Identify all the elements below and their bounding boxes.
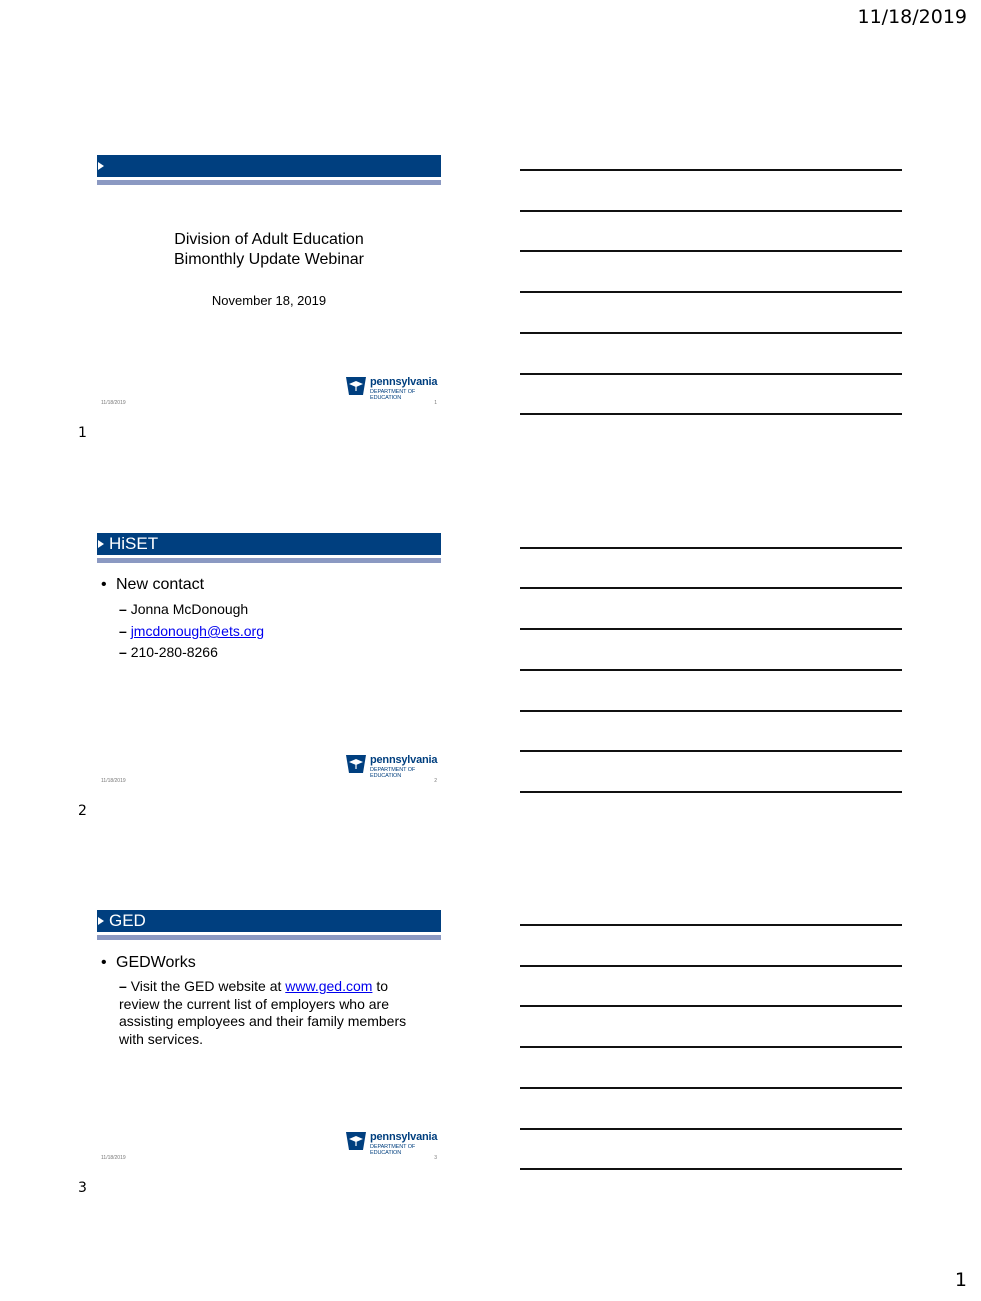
logo-department: DEPARTMENT OF EDUCATION [370,767,416,779]
slide-footer-date: 11/18/2019 [101,778,126,784]
slide-3 [97,910,441,1165]
notes-line [520,291,902,293]
notes-line [520,1046,902,1048]
sub-item: – jmcdonough@ets.org [119,623,264,639]
slide-2 [97,533,441,788]
header-stripe [97,180,441,185]
slide-header [97,155,441,177]
notes-line [520,710,902,712]
keystone-icon [344,753,368,775]
notes-line [520,1128,902,1130]
page-number: 1 [954,1269,967,1291]
page-date: 11/18/2019 [857,6,967,28]
bullet-text: GEDWorks [116,954,196,971]
notes-line [520,587,902,589]
logo-wordmark: pennsylvania [370,754,438,766]
title-line: Division of Adult Education [174,231,364,248]
slide-index: 3 [78,1180,87,1196]
notes-line [520,924,902,926]
arrow-icon [98,162,104,170]
notes-line [520,1005,902,1007]
header-stripe [97,935,441,940]
slide-footer-number: 3 [434,1155,437,1161]
notes-line [520,1168,902,1170]
pa-education-logo [344,753,441,779]
notes-line [520,750,902,752]
notes-line [520,332,902,334]
contact-email-link[interactable]: jmcdonough@ets.org [130,623,264,639]
logo-department: DEPARTMENT OF EDUCATION [370,1144,416,1156]
slide-subtitle: November 18, 2019 [211,293,327,308]
notes-line [520,210,902,212]
notes-line [520,1087,902,1089]
slide-footer-date: 11/18/2019 [101,400,126,406]
notes-line [520,373,902,375]
slide-1 [97,155,441,410]
notes-line [520,965,902,967]
notes-line [520,413,902,415]
keystone-icon [344,1130,368,1152]
header-stripe [97,558,441,563]
title-line: Bimonthly Update Webinar [173,251,365,268]
paragraph-text: Visit the GED website at [130,978,286,994]
arrow-icon [98,540,104,548]
sub-item: – 210-280-8266 [119,644,218,660]
logo-department: DEPARTMENT OF EDUCATION [370,389,416,401]
paragraph-text: to review the current list of employers who are assisting employees and their family members with services. [119,978,407,1047]
sub-paragraph: – Visit the GED website at www.ged.com to review the current list of employers who are assisting employees and their family members with services. [119,978,407,1047]
notes-line [520,669,902,671]
notes-line [520,547,902,549]
ged-website-link[interactable]: www.ged.com [285,978,373,994]
logo-wordmark: pennsylvania [370,376,438,388]
bullet-item: • GEDWorks [101,954,196,971]
notes-line [520,791,902,793]
slide-index: 1 [78,425,87,441]
logo-wordmark: pennsylvania [370,1131,438,1143]
slide-index: 2 [78,803,87,819]
arrow-icon [98,917,104,925]
slide-title: GED [109,911,146,930]
contact-name: Jonna McDonough [130,601,249,617]
slide-footer-number: 2 [434,778,437,784]
pa-education-logo [344,375,441,401]
sub-item: – Jonna McDonough [119,601,249,617]
slide-footer-number: 1 [434,400,437,406]
slide-header [97,533,441,555]
notes-line [520,250,902,252]
slide-footer-date: 11/18/2019 [101,1155,126,1161]
slide-header [97,910,441,932]
notes-line [520,628,902,630]
notes-line [520,169,902,171]
contact-phone: 210-280-8266 [130,644,218,660]
slide-title: HiSET [109,534,159,553]
slide-title-block [97,230,441,270]
pa-education-logo [344,1130,441,1156]
keystone-icon [344,375,368,397]
bullet-item: • New contact [101,576,205,593]
bullet-text: New contact [116,576,205,593]
